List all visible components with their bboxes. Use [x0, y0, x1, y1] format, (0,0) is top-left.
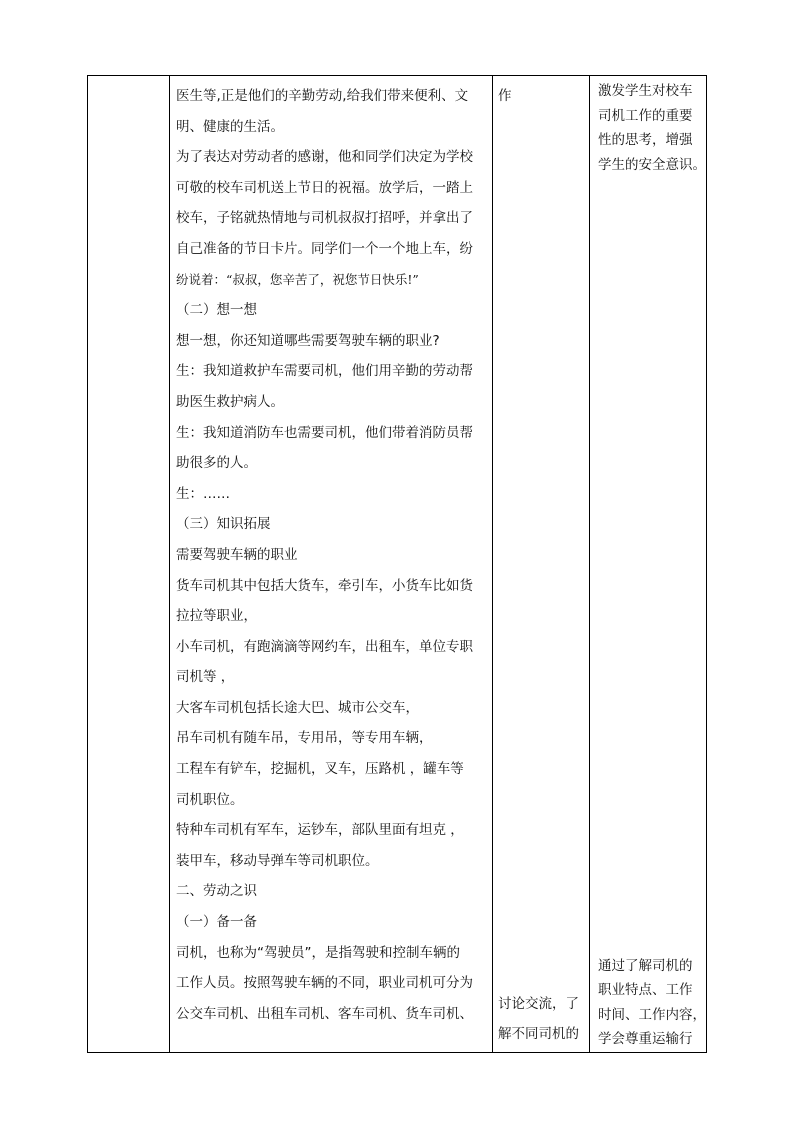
text-line: 作: [498, 88, 512, 104]
text-line: 学会尊重运输行: [598, 1031, 693, 1048]
text-line: 医生等,正是他们的辛勤劳动,给我们带来便利、文: [176, 88, 469, 104]
text-line: （一）备一备: [176, 914, 257, 931]
activity-text-bottom: [498, 989, 585, 1050]
activity-text-top: [498, 81, 585, 112]
text-line: 职业特点、工作: [598, 982, 693, 999]
text-line: 货车司机其中包括大货车，牵引车，小货车比如货: [176, 577, 473, 594]
text-line: （三）知识拓展: [176, 516, 271, 533]
text-line: 工程车有铲车，挖掘机，叉车，压路机 ，罐车等: [176, 761, 464, 778]
text-line: （二）想一想: [176, 302, 257, 319]
text-line: 特种车司机有军车，运钞车，部队里面有坦克 ，: [176, 822, 464, 839]
table-column-1: [88, 76, 169, 1052]
text-line: 想一想，你还知道哪些需要驾驶车辆的职业?: [176, 332, 440, 349]
text-line: 大客车司机包括长途大巴、城市公交车，: [176, 699, 419, 716]
text-line: 吊车司机有随车吊，专用吊，等专用车辆，: [176, 730, 433, 747]
text-line: 生：我知道消防车也需要司机，他们带着消防员帮: [176, 424, 473, 441]
text-line: 需要驾驶车辆的职业: [176, 546, 298, 563]
text-line: 工作人员。按照驾驶车辆的不同，职业司机可分为: [176, 975, 473, 992]
text-line: 校车，子铭就热情地与司机叔叔打招呼，并拿出了: [176, 210, 473, 227]
text-line: 生：……: [176, 485, 230, 502]
text-line: 二、劳动之识: [176, 883, 257, 900]
text-line: 为了表达对劳动者的感谢，他和同学们决定为学校: [176, 149, 473, 166]
table-column-content: [169, 76, 492, 1052]
text-line: 小车司机，有跑滴滴等网约车，出租车，单位专职: [176, 638, 473, 655]
text-line: 助医生救护病人。: [176, 393, 284, 410]
intent-text-bottom: [598, 954, 706, 1052]
text-line: 自己准备的节日卡片。同学们一个一个地上车，纷: [176, 240, 473, 257]
text-line: 生：我知道救护车需要司机，他们用辛勤的劳动帮: [176, 363, 473, 380]
table-column-activity: [492, 76, 589, 1052]
text-line: 时间、工作内容，: [598, 1006, 706, 1023]
text-line: 明、健康的生活。: [176, 118, 284, 135]
text-line: 司机职位。: [176, 791, 244, 808]
text-line: 司机等 ，: [176, 669, 235, 686]
text-line: 学生的安全意识。: [598, 156, 706, 173]
text-line: 司机，也称为“驾驶员”，是指驾驶和控制车辆的: [176, 944, 460, 961]
text-line: 讨论交流，了: [498, 995, 579, 1012]
lesson-plan-table: [87, 75, 707, 1053]
text-line: 可敬的校车司机送上节日的祝福。放学后，一踏上: [176, 179, 473, 196]
text-line: 司机工作的重要: [598, 107, 693, 124]
intent-text-top: [598, 79, 706, 177]
table-column-intent: [589, 76, 706, 1052]
text-line: 装甲车，移动导弹车等司机职位。: [176, 852, 379, 869]
text-line: 公交车司机、出租车司机、客车司机、货车司机、: [176, 1005, 473, 1022]
text-line: 性的思考，增强: [598, 132, 693, 149]
text-line: 助很多的人。: [176, 455, 257, 472]
text-line: 拉拉等职业，: [176, 608, 257, 625]
text-line: 激发学生对校车: [598, 83, 693, 99]
content-text-block: [176, 81, 488, 1029]
text-line: 解不同司机的: [498, 1026, 579, 1043]
text-line: 通过了解司机的: [598, 957, 693, 974]
text-line: 纷说着：“叔叔，您辛苦了，祝您节日快乐!”: [176, 271, 419, 287]
